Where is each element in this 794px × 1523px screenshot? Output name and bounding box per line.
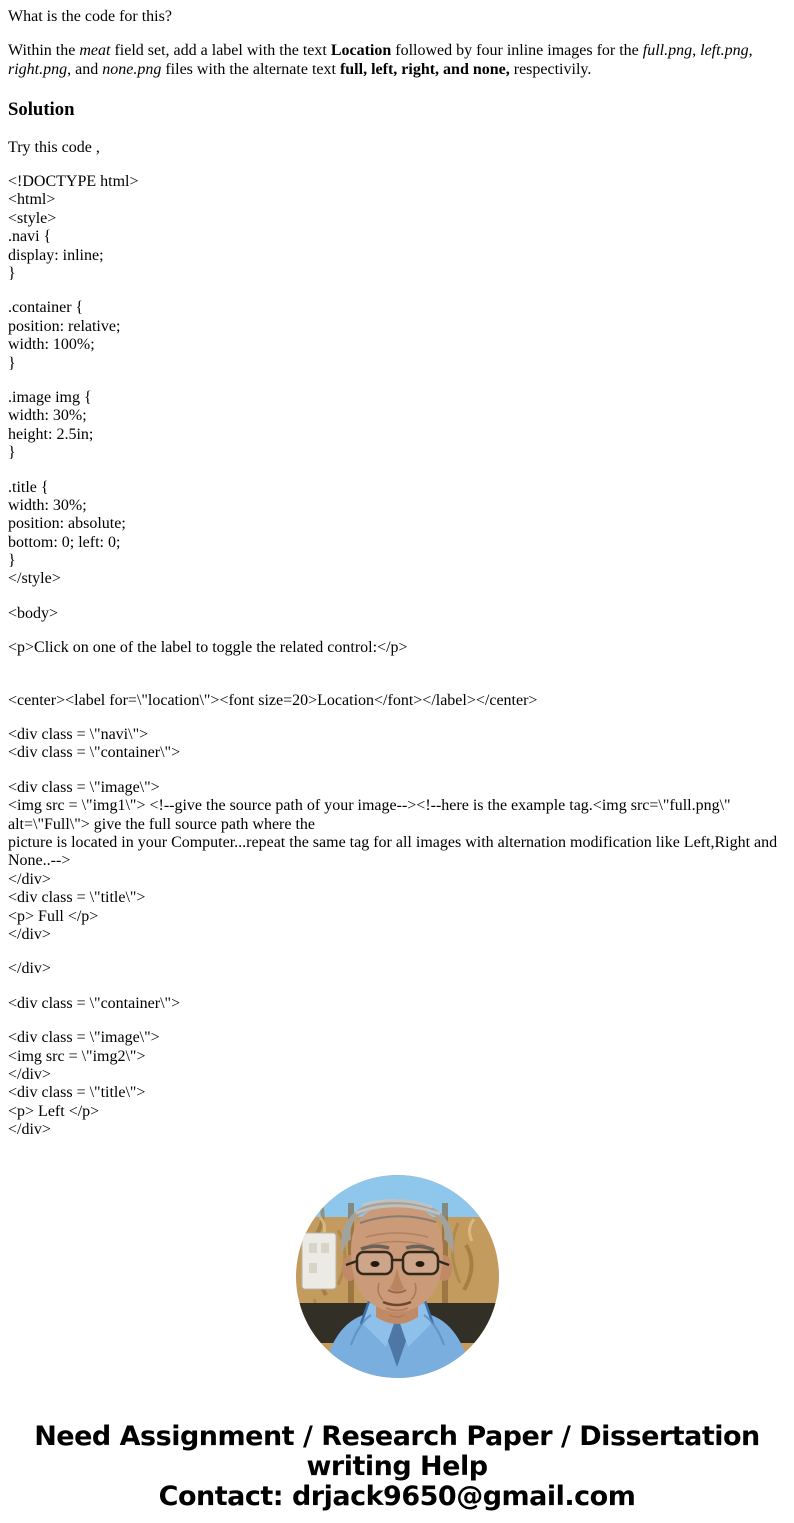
footer-text: Need Assignment / Research Paper / Dissertation writing Help Contact: drjack9650@gmail.com bbox=[34, 1421, 760, 1513]
question-title: What is the code for this? bbox=[8, 8, 172, 25]
avatar bbox=[8, 1175, 786, 1378]
code-paragraph: <p>Click on one of the label to toggle the related control:</p> bbox=[8, 639, 408, 657]
photo-switch-panel bbox=[302, 1233, 336, 1289]
footer-banner bbox=[8, 1422, 786, 1512]
code-paragraph: <div class = \"image\"> <img src = \"img2\"> </div> <div class = \"title\"> <p> Left </p> </div> bbox=[8, 1029, 160, 1139]
code-paragraph: <!DOCTYPE html> <html> <style> .navi { display: inline; } bbox=[8, 173, 139, 283]
code-paragraph: <center><label for=\"location\"><font size=20>Location</font></label></center> bbox=[8, 691, 538, 709]
code-paragraph: <body> bbox=[8, 604, 59, 622]
code-paragraph: .title { width: 30%; position: absolute; bottom: 0; left: 0; } </style> bbox=[8, 478, 126, 588]
solution-heading: Solution bbox=[8, 99, 75, 121]
question-description: Within the meat field set, add a label with the text Location followed by four inline images for the full.png, left.png, right.png, and none.png files with the alternate text full, left, right, and none, respectivily. bbox=[8, 42, 753, 78]
code-paragraph: </div> bbox=[8, 960, 51, 978]
instructor-photo bbox=[296, 1175, 499, 1378]
try-code-text: Try this code , bbox=[8, 138, 100, 156]
code-listing bbox=[8, 173, 786, 1139]
code-paragraph: .container { position: relative; width: 100%; } bbox=[8, 299, 121, 372]
code-paragraph: <div class = \"image\"> <img src = \"img1\"> <!--give the source path of your image--><!--here is the example tag.<img src=\"full.png\" alt=\"Full\"> give the full source path where the picture is located in your Computer...repeat the same tag for all images with alternation modification like Left,Right and None..--> </div> <div class = \"title\"> <p> Full </p> </div> bbox=[8, 778, 778, 943]
document-page bbox=[8, 8, 786, 1512]
code-paragraph: <div class = \"container\"> bbox=[8, 994, 181, 1012]
code-paragraph: <div class = \"navi\"> <div class = \"container\"> bbox=[8, 726, 181, 762]
code-paragraph: .image img { width: 30%; height: 2.5in; } bbox=[8, 388, 94, 462]
